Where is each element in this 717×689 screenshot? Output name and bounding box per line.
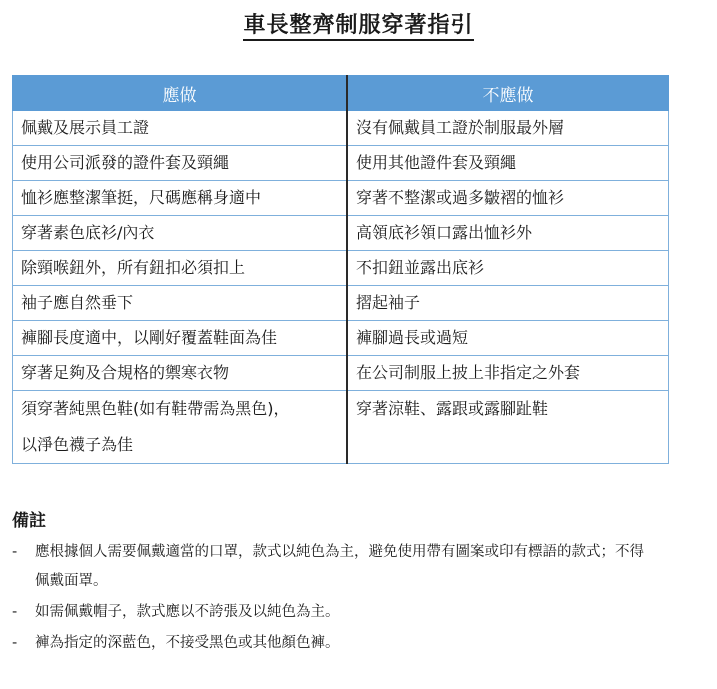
cell-dont: 在公司制服上披上非指定之外套	[347, 356, 669, 391]
note-line: 佩戴面罩。	[35, 573, 108, 589]
note-item	[12, 629, 707, 658]
note-item	[12, 598, 707, 627]
cell-dont: 摺起袖子	[347, 286, 669, 321]
note-line: 如需佩戴帽子，款式應以不誇張及以純色為主。	[35, 604, 340, 620]
cell-dont-line: 穿著涼鞋、露跟或露腳趾鞋	[356, 399, 549, 418]
cell-do: 袖子應自然垂下	[13, 286, 348, 321]
page-title-text: 車長整齊制服穿著指引	[243, 13, 473, 41]
note-line: 褲為指定的深藍色，不接受黑色或其他顏色褲。	[35, 635, 340, 651]
bullet-dash: -	[12, 635, 18, 651]
header-dont: 不應做	[347, 75, 669, 111]
notes-heading: 備註	[12, 511, 46, 531]
table-row	[13, 286, 669, 321]
cell-do: 使用公司派發的證件套及頸繩	[13, 146, 348, 181]
cell-do: 恤衫應整潔筆挺，尺碼應稱身適中	[13, 181, 348, 216]
notes-section	[12, 508, 707, 660]
cell-do: 褲腳長度適中，以剛好覆蓋鞋面為佳	[13, 321, 348, 356]
cell-dont: 沒有佩戴員工證於制服最外層	[347, 111, 669, 146]
cell-do: 穿著素色底衫/內衣	[13, 216, 348, 251]
cell-dont: 使用其他證件套及頸繩	[347, 146, 669, 181]
table-header-row	[13, 75, 669, 111]
cell-do: 佩戴及展示員工證	[13, 111, 348, 146]
table-row	[13, 146, 669, 181]
cell-dont: 穿著不整潔或過多皺褶的恤衫	[347, 181, 669, 216]
note-item	[12, 538, 707, 596]
bullet-dash: -	[12, 544, 18, 560]
table-row	[13, 216, 669, 251]
cell-do: 穿著足夠及合規格的禦寒衣物	[13, 356, 348, 391]
cell-do: 除頸喉鈕外，所有鈕扣必須扣上	[13, 251, 348, 286]
header-do: 應做	[13, 75, 348, 111]
cell-do-line: 以淨色襪子為佳	[21, 435, 134, 454]
cell-dont: 褲腳過長或過短	[347, 321, 669, 356]
table-row	[13, 391, 669, 464]
table-row	[13, 321, 669, 356]
table-row	[13, 251, 669, 286]
table-row	[13, 356, 669, 391]
note-line: 應根據個人需要佩戴適當的口罩，款式以純色為主，避免使用帶有圖案或印有標語的款式；不得	[35, 544, 644, 560]
page-title	[0, 12, 717, 40]
cell-dont: 高領底衫領口露出恤衫外	[347, 216, 669, 251]
cell-dont: 不扣鈕並露出底衫	[347, 251, 669, 286]
table-row	[13, 181, 669, 216]
bullet-dash: -	[12, 604, 18, 620]
table-row	[13, 111, 669, 146]
cell-do	[13, 391, 348, 464]
dress-guide-table	[12, 75, 669, 464]
cell-do-line: 須穿著純黑色鞋(如有鞋帶需為黑色)，	[21, 399, 290, 418]
cell-dont	[347, 391, 669, 464]
